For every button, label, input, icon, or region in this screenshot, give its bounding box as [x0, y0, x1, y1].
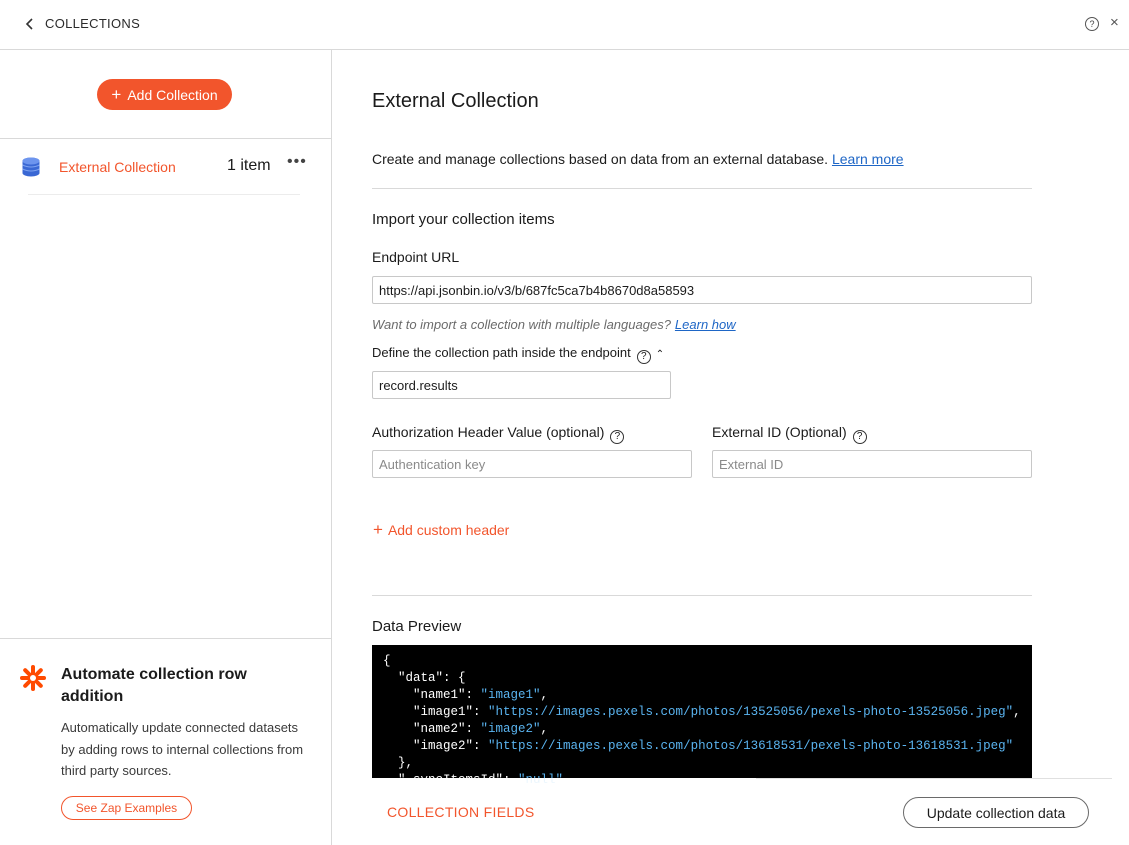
- promo-description: Automatically update connected datasets by adding rows to internal collections from third party sources.: [61, 720, 304, 778]
- code-string: "image2": [480, 722, 541, 736]
- import-section-title: Import your collection items: [372, 211, 555, 228]
- auth-header-input[interactable]: [372, 450, 692, 478]
- code-string: "image1": [480, 688, 541, 702]
- code-key: "data": {: [383, 671, 466, 685]
- code-line: [383, 704, 1032, 721]
- add-custom-header-label: Add custom header: [387, 522, 510, 538]
- code-line: [383, 738, 1032, 755]
- data-preview-label: Data Preview: [372, 618, 462, 635]
- collection-fields-link[interactable]: COLLECTION FIELDS: [387, 804, 535, 820]
- collection-item-count: 1 item: [227, 157, 271, 174]
- collection-path-label: [372, 345, 664, 364]
- code-line: [383, 670, 1032, 687]
- code-punct: ,: [540, 722, 549, 736]
- code-punct: ,: [540, 688, 549, 702]
- divider: [28, 194, 300, 195]
- divider: [372, 188, 1032, 189]
- description-text: Create and manage collections based on data from an external database.: [372, 151, 829, 167]
- chevron-left-icon[interactable]: [22, 14, 38, 34]
- plus-icon: +: [111, 84, 122, 104]
- code-key: },: [383, 756, 414, 770]
- learn-more-link[interactable]: Learn more: [831, 151, 904, 167]
- see-zap-examples-button[interactable]: See Zap Examples: [61, 796, 192, 820]
- question-icon[interactable]: ?: [637, 350, 651, 364]
- zapier-icon: [20, 665, 46, 691]
- update-collection-data-button[interactable]: Update collection data: [903, 797, 1089, 828]
- sidebar: [0, 50, 332, 845]
- question-icon[interactable]: ?: [853, 430, 867, 444]
- code-key: {: [383, 654, 391, 668]
- add-collection-label: Add Collection: [127, 86, 218, 103]
- external-id-label: [712, 424, 867, 444]
- top-bar: [0, 0, 1129, 50]
- code-line: [383, 721, 1032, 738]
- languages-hint: [372, 317, 736, 332]
- code-key: "name1":: [383, 688, 481, 702]
- auth-header-label-text: Authorization Header Value (optional): [372, 424, 605, 440]
- code-key: "name2":: [383, 722, 481, 736]
- divider: [756, 778, 1112, 779]
- languages-hint-text: Want to import a collection with multiple languages?: [372, 317, 671, 332]
- database-icon: [22, 157, 40, 177]
- divider: [0, 138, 331, 139]
- page-title: External Collection: [372, 90, 539, 112]
- help-icon[interactable]: ?: [1085, 17, 1099, 31]
- external-id-input[interactable]: [712, 450, 1032, 478]
- divider: [372, 595, 1032, 596]
- code-string: "https://images.pexels.com/photos/13618531/pexels-photo-13618531.jpeg": [488, 739, 1014, 753]
- add-custom-header-button[interactable]: [373, 520, 509, 540]
- more-icon[interactable]: •••: [287, 153, 307, 170]
- main-panel: [333, 50, 1129, 845]
- add-collection-button[interactable]: [97, 79, 232, 110]
- breadcrumb-collections[interactable]: COLLECTIONS: [45, 16, 141, 31]
- automation-promo: [0, 638, 331, 845]
- code-line: [383, 687, 1032, 704]
- endpoint-url-label: Endpoint URL: [372, 249, 460, 265]
- code-string: "https://images.pexels.com/photos/13525056/pexels-photo-13525056.jpeg": [488, 705, 1014, 719]
- data-preview-code: [372, 645, 1032, 778]
- collection-path-label-text: Define the collection path inside the endpoint: [372, 345, 631, 360]
- endpoint-url-input[interactable]: [372, 276, 1032, 304]
- auth-header-label: [372, 424, 624, 444]
- collection-item-external-collection[interactable]: [0, 149, 331, 185]
- promo-title: Automate collection row addition: [61, 666, 247, 705]
- code-punct: ,: [1013, 705, 1021, 719]
- question-icon[interactable]: ?: [610, 430, 624, 444]
- code-key: "image2":: [383, 739, 489, 753]
- learn-how-link[interactable]: Learn how: [674, 317, 736, 332]
- close-icon[interactable]: ×: [1110, 14, 1119, 31]
- collection-path-input[interactable]: [372, 371, 671, 399]
- chevron-up-icon[interactable]: ⌃: [655, 349, 665, 360]
- code-line: [383, 653, 1032, 670]
- page-description: [372, 151, 904, 167]
- code-key: "image1":: [383, 705, 489, 719]
- code-line: [383, 755, 1032, 772]
- collection-name: External Collection: [59, 159, 176, 175]
- plus-icon: +: [373, 520, 383, 539]
- external-id-label-text: External ID (Optional): [712, 424, 847, 440]
